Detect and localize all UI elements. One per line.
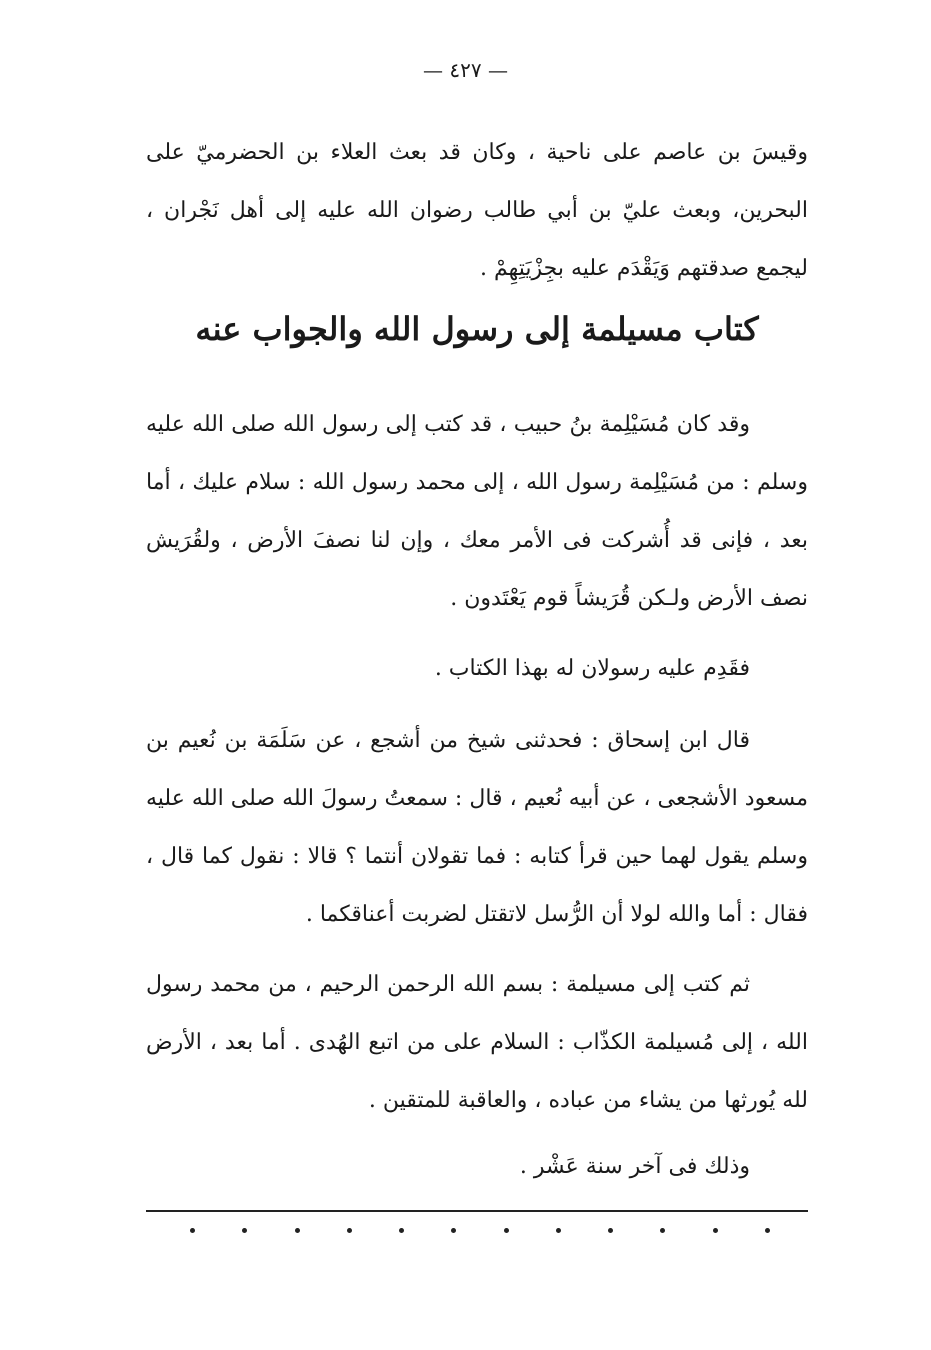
- footer-dot: [190, 1228, 195, 1233]
- paragraph-messengers: فقَدِم عليه رسولان له بهذا الكتاب .: [434, 656, 750, 681]
- footer-dot: [608, 1228, 613, 1233]
- footer-dots: [190, 1228, 770, 1233]
- paragraph-ibn-ishaq: قال ابن إسحاق : فحدثنى شيخ من أشجع ، عن سَلَمَة بن نُعيم بن مسعود الأشجعى ، عن أبيه نُعيم ، قال : سمعتُ رسولَ الله صلى الله عليه وسلم يقول لهما حين قرأ كتابه : فما تقولان أنتما ؟ قالا : نقول كما قال ، فقال : أما والله لولا أن الرُّسل لاتقتل لضربت أعناقكما .: [146, 728, 808, 927]
- paragraph-opening: وقيسَ بن عاصم على ناحية ، وكان قد بعث العلاء بن الحضرميّ على البحرين، وبعث عليّ بن أبي طالب رضوان الله عليه إلى أهل نَجْران ، ليجمع صدقتهم وَيَقْدَم عليه بجِزْيَتِهِمْ .: [146, 140, 808, 281]
- footer-dot: [295, 1228, 300, 1233]
- footer-dot: [660, 1228, 665, 1233]
- footer-dot: [242, 1228, 247, 1233]
- page-number: — ٤٢٧ —: [423, 58, 508, 82]
- footer-dot: [347, 1228, 352, 1233]
- section-heading: كتاب مسيلمة إلى رسول الله والجواب عنه: [195, 310, 759, 348]
- paragraph-closing: وذلك فى آخر سنة عَشْر .: [519, 1154, 750, 1179]
- footer-dot: [399, 1228, 404, 1233]
- footer-dot: [556, 1228, 561, 1233]
- footer-dot: [451, 1228, 456, 1233]
- paragraph-reply: ثم كتب إلى مسيلمة : بسم الله الرحمن الرحيم ، من محمد رسول الله ، إلى مُسيلمة الكذّاب : السلام على من اتبع الهُدى . أما بعد ، الأرض لله يُورثها من يشاء من عباده ، والعاقبة للمتقين .: [146, 972, 808, 1113]
- footer-dot: [765, 1228, 770, 1233]
- paragraph-musaylima-letter: وقد كان مُسَيْلِمة بنُ حبيب ، قد كتب إلى رسول الله صلى الله عليه وسلم : من مُسَيْلِمة رسول الله ، إلى محمد رسول الله : سلام عليك ، أما بعد ، فإنى قد أُشركت فى الأمر معك ، وإن لنا نصفَ الأرض ، ولقُرَيش نصف الأرض ولـكن قُرَيشاً قوم يَعْتَدون .: [146, 412, 808, 611]
- footer-dot: [713, 1228, 718, 1233]
- footer-rule: [146, 1210, 808, 1212]
- footer-dot: [504, 1228, 509, 1233]
